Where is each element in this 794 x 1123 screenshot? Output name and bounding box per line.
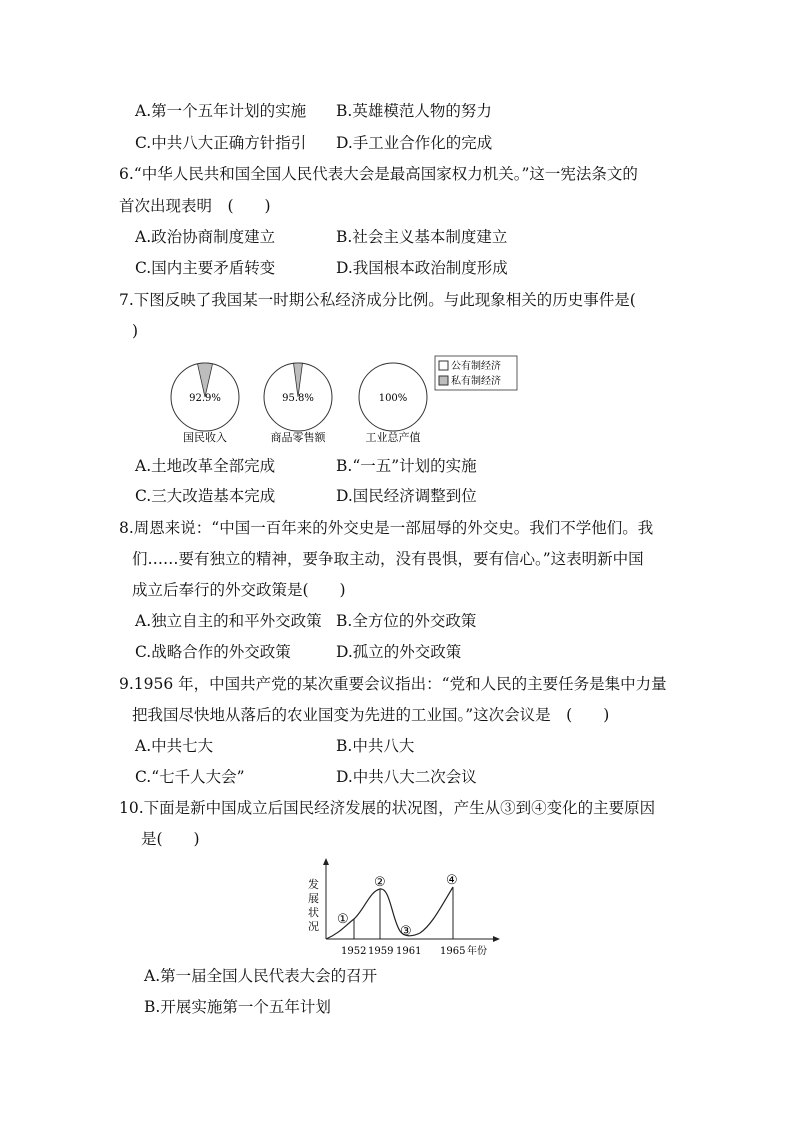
q8-option-a: A.独立自主的和平外交政策 [135,612,322,630]
pie-value-label: 100% [378,393,408,404]
q9-option-b: B.中共八大 [336,737,415,755]
q6-option-d: D.我国根本政治制度形成 [336,259,508,277]
pie-chart-figure [165,350,525,446]
y-label-char-3: 状 [308,906,319,919]
y-axis-arrow [323,858,329,865]
q6-stem-line2: 首次出现表明 ( ) [119,197,271,215]
q10-option-b: B.开展实施第一个五年计划 [144,998,331,1016]
q9-stem-line1: 9.1956 年，中国共产党的某次重要会议指出：“党和人民的主要任务是集中力量 [119,675,667,693]
economic-development-figure [300,855,510,963]
marker-3: ③ [400,924,412,939]
x-tick-1952: 1952 [341,946,367,957]
q7-stem-line2: ) [132,322,139,340]
x-tick-1961: 1961 [396,946,422,957]
legend-swatch-public [439,361,448,370]
x-axis-unit: 年份 [467,946,487,957]
q9-option-d: D.中共八大二次会议 [336,768,477,786]
x-tick-1959: 1959 [368,946,394,957]
y-label-char-1: 发 [308,878,319,891]
q5-option-b: B.英雄模范人物的努力 [336,102,492,120]
q10-stem-line1: 10.下面是新中国成立后国民经济发展的状况图，产生从③到④变化的主要原因 [119,799,656,817]
q8-option-c: C.战略合作的外交政策 [135,643,291,661]
pie-legend [435,356,517,390]
q7-option-a: A.土地改革全部完成 [135,457,276,475]
legend-label-public: 公有制经济 [451,361,501,372]
q5-option-c: C.中共八大正确方针指引 [135,134,307,152]
q10-option-a: A.第一届全国人民代表大会的召开 [144,967,378,985]
pie-caption: 商品零售额 [270,431,326,444]
q8-option-b: B.全方位的外交政策 [336,612,477,630]
q9-option-c: C.“七千人大会” [135,768,245,786]
marker-4: ④ [446,873,458,888]
y-label-char-4: 况 [308,920,319,933]
pie-value-label: 92.9% [189,393,221,404]
x-axis-arrow [493,936,500,942]
q8-option-d: D.孤立的外交政策 [336,643,462,661]
pie-value-label: 95.8% [282,393,314,404]
q5-option-d: D.手工业合作化的完成 [336,134,493,152]
y-label-char-2: 展 [308,892,319,905]
pie-1 [171,363,239,444]
q6-stem-line1: 6.“中华人民共和国全国人民代表大会是最高国家权力机关。”这一宪法条文的 [119,165,638,183]
legend-swatch-private [439,376,448,385]
q8-stem-line2: 们……要有独立的精神，要争取主动，没有畏惧，要有信心。”这表明新中国 [132,550,644,568]
q8-stem-line3: 成立后奉行的外交政策是( ) [132,581,346,599]
q6-option-b: B.社会主义基本制度建立 [336,228,508,246]
legend-label-private: 私有制经济 [451,376,501,387]
q7-option-d: D.国民经济调整到位 [336,487,477,505]
q9-stem-line2: 把我国尽快地从落后的农业国变为先进的工业国。”这次会议是 ( ) [132,706,610,724]
x-tick-1965: 1965 [440,946,466,957]
q5-option-a: A.第一个五年计划的实施 [135,102,307,120]
pie-3 [359,363,427,444]
pie-caption: 工业总产值 [365,431,421,444]
pie-caption: 国民收入 [183,431,227,444]
marker-1: ① [337,912,349,927]
q6-option-c: C.国内主要矛盾转变 [135,259,276,277]
q7-option-b: B.“一五”计划的实施 [336,457,477,475]
pie-2 [264,363,332,444]
q8-stem-line1: 8.周恩来说：“中国一百年来的外交史是一部屈辱的外交史。我们不学他们。我 [119,519,654,537]
q7-option-c: C.三大改造基本完成 [135,487,276,505]
q6-option-a: A.政治协商制度建立 [135,228,276,246]
marker-2: ② [374,875,386,890]
q10-stem-line2: 是( ) [141,830,200,848]
q7-stem-line1: 7.下图反映了我国某一时期公私经济成分比例。与此现象相关的历史事件是( [119,291,636,309]
q9-option-a: A.中共七大 [135,737,214,755]
